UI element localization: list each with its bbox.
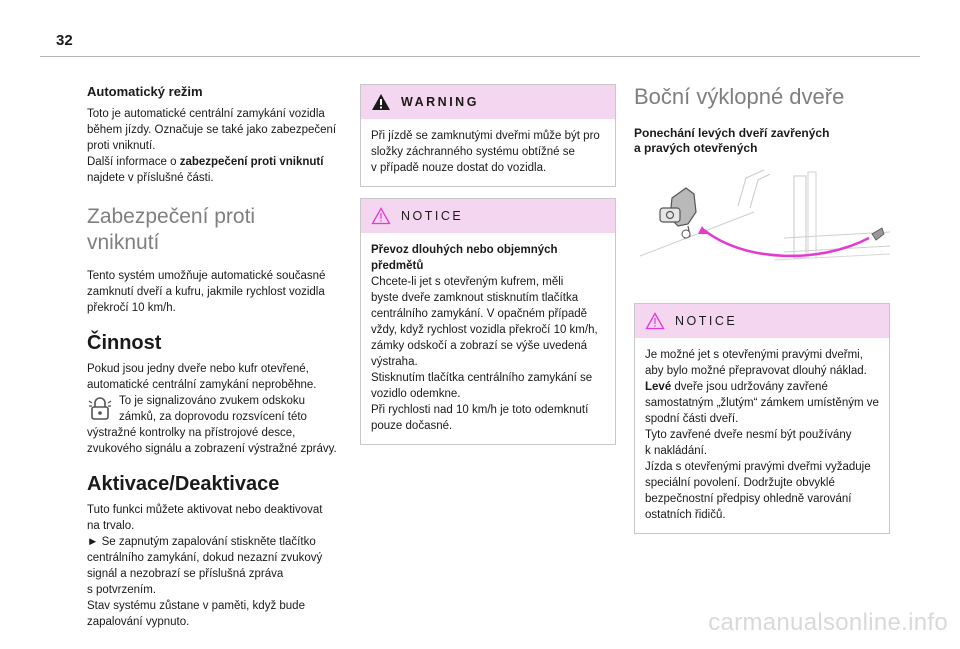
text-line	[87, 154, 349, 170]
text-line: pouze dočasné.	[371, 420, 453, 432]
text-line	[645, 379, 879, 395]
notice-triangle-icon	[371, 207, 391, 225]
title-line: Zabezpečení proti	[87, 205, 256, 228]
text-line: Je možné jet s otevřenými pravými dveřmi,	[645, 349, 863, 361]
warning-label: WARNING	[401, 95, 479, 109]
text-line: vždy, když rychlost vozidla překročí 10 km/h,	[371, 324, 598, 336]
text-line: během jízdy. Označuje se také jako zabezpečení	[87, 124, 337, 136]
text-line: zámky odskočí a zobrazí se výše uvedená	[371, 340, 588, 352]
anti-intrusion-text	[87, 268, 349, 316]
text-line: centrálního zamykání. V opačném případě	[371, 308, 588, 320]
text-line: bezpečnostní předpisy ohledně varování	[645, 493, 852, 505]
text-line: automatické centrální zamykání neproběhne.	[87, 379, 317, 391]
text-line: zvukového signálu a zobrazení výstražné zprávy.	[87, 443, 337, 455]
watermark: carmanualsonline.info	[708, 609, 948, 636]
text-line: výstražné kontrolky na přístrojové desce,	[87, 427, 296, 439]
activation-text	[87, 502, 349, 630]
text-rest: dveře jsou udržovány zavřené	[671, 381, 828, 393]
notice-label: NOTICE	[675, 314, 738, 328]
text-line: najdete v příslušné části.	[87, 172, 214, 184]
operation-text	[87, 361, 349, 393]
text-line: ► Se zapnutým zapalování stiskněte tlačítko	[87, 536, 316, 548]
text-line: Toto je automatické centrální zamykání vozidla	[87, 108, 325, 120]
subheading-line: a pravých otevřených	[634, 141, 758, 155]
text-line: Tyto zavřené dveře nesmí být používány	[645, 429, 852, 441]
text-line: ostatních řidičů.	[645, 509, 726, 521]
text-line: Při jízdě se zamknutými dveřmi může být pro	[371, 130, 600, 142]
warning-triangle-icon	[371, 93, 391, 111]
text-line: v případě nouze dostat do vozidla.	[371, 162, 547, 174]
text-line: Jízda s otevřenými pravými dveřmi vyžaduje	[645, 461, 871, 473]
left-bold: Levé	[645, 381, 672, 393]
text-line: vozidlo odemkne.	[371, 388, 461, 400]
text-line: aby bylo možné přepravovat dlouhý náklad.	[645, 365, 867, 377]
operation-heading: Činnost	[87, 332, 162, 354]
text-line: Chcete-li jet s otevřeným kufrem, měli	[371, 276, 564, 288]
notice-header	[361, 199, 615, 233]
text-line: zámků, za doprovodu rozsvícení této	[119, 411, 307, 423]
side-doors-subheading	[634, 126, 890, 156]
notice-label: NOTICE	[401, 209, 464, 223]
text-line: Tuto funkci můžete aktivovat nebo deaktivovat	[87, 504, 323, 516]
text-line: spodní části dveří.	[645, 413, 739, 425]
notice-title-line: Převoz dlouhých nebo objemných	[371, 244, 558, 256]
text-line: Při rychlosti nad 10 km/h je toto odemknutí	[371, 404, 589, 416]
text-line: samostatným „žlutým“ zámkem umístěným ve	[645, 397, 879, 409]
text-line: s potvrzením.	[87, 584, 157, 596]
text-line: překročí 10 km/h.	[87, 302, 176, 314]
text-line: byste dveře zamknout stisknutím tlačítka	[371, 292, 579, 304]
warning-text	[361, 119, 615, 186]
text-line: Tento systém umožňuje automatické současné	[87, 270, 326, 282]
more-info-prefix: Další informace o	[87, 156, 180, 168]
notice-header	[635, 304, 889, 338]
column-middle	[360, 84, 616, 456]
text-line: centrálního zamykání, dokud nezazní zvukový	[87, 552, 323, 564]
anti-intrusion-title	[87, 204, 349, 256]
text-line: Stav systému zůstane v paměti, když bude	[87, 600, 305, 612]
text-line: Pokud jsou jedny dveře nebo kufr otevřené,	[87, 363, 309, 375]
page-number: 32	[56, 32, 73, 49]
text-line: To je signalizováno zvukem odskoku	[119, 395, 306, 407]
text-line: proti vniknutí.	[87, 140, 156, 152]
activation-heading: Aktivace/Deaktivace	[87, 473, 280, 495]
text-line: k nakládání.	[645, 445, 708, 457]
text-line: výstraha.	[371, 356, 418, 368]
door-lock-illustration	[634, 168, 890, 278]
text-line: zamknutí dveří a kufru, jakmile rychlost vozidla	[87, 286, 325, 298]
side-doors-notice-box	[634, 303, 890, 534]
text-line: složky záchranného systému obtížné se	[371, 146, 575, 158]
warning-header	[361, 85, 615, 119]
operation-icon-text	[87, 393, 349, 425]
notice-text	[361, 233, 615, 444]
side-doors-title: Boční výklopné dveře	[634, 84, 845, 109]
column-right	[634, 84, 890, 545]
warning-box	[360, 84, 616, 187]
text-line: speciální povolení. Dodržujte obvyklé	[645, 477, 835, 489]
side-doors-notice-text	[635, 338, 889, 533]
text-line: signál a nezobrazí se příslušná zpráva	[87, 568, 284, 580]
auto-mode-text	[87, 106, 349, 186]
text-line: na trvalo.	[87, 520, 135, 532]
title-line: vniknutí	[87, 231, 160, 254]
operation-after-icon	[87, 425, 349, 457]
notice-title-line: předmětů	[371, 260, 424, 272]
door-lock-icon	[87, 394, 113, 424]
notice-triangle-icon	[645, 312, 665, 330]
text-line: zapalování vypnuto.	[87, 616, 190, 628]
auto-mode-heading: Automatický režim	[87, 84, 203, 99]
subheading-line: Ponechání levých dveří zavřených	[634, 126, 830, 140]
more-info-bold: zabezpečení proti vniknutí	[179, 156, 324, 168]
top-divider	[40, 56, 920, 57]
text-line: Stisknutím tlačítka centrálního zamykání se	[371, 372, 593, 384]
notice-box	[360, 198, 616, 445]
column-left	[87, 84, 349, 630]
